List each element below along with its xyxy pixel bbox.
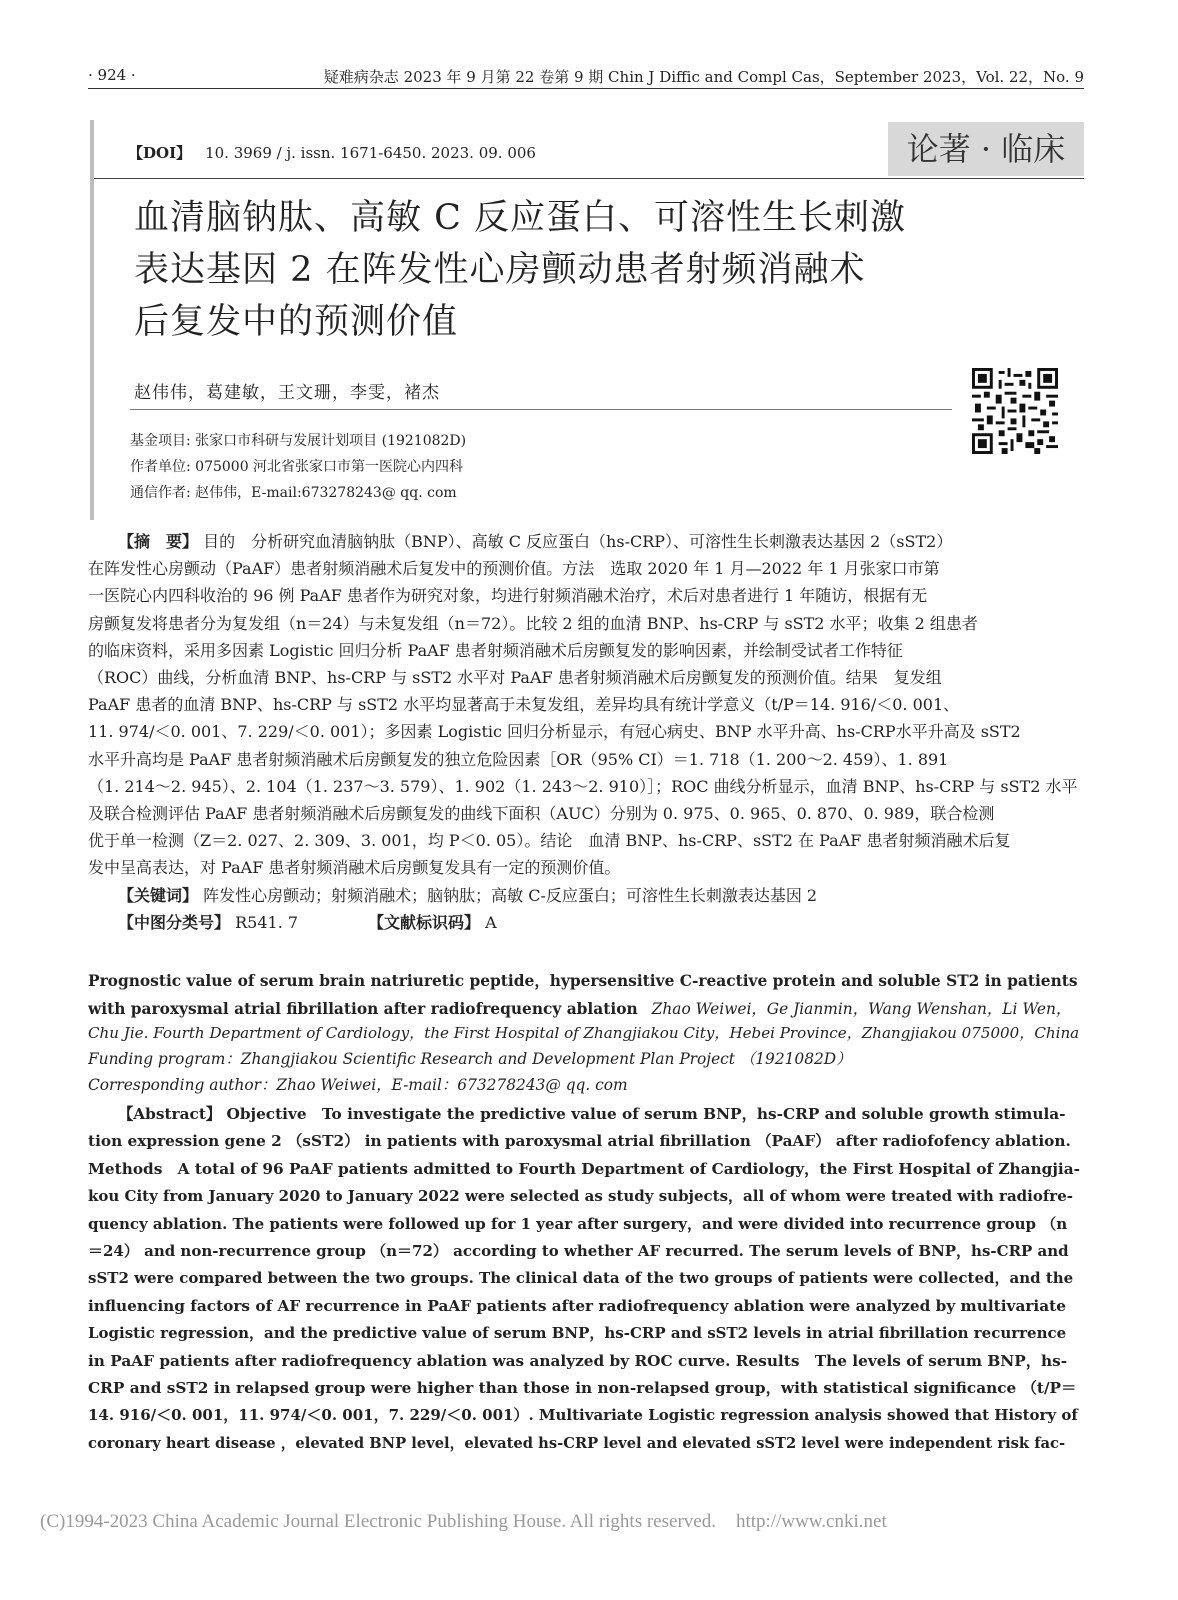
- doi-line: [128, 142, 536, 163]
- abstract-line: 11. 974/＜0. 001、7. 229/＜0. 001）；多因素 Logistic 回归分析显示，有冠心病史、BNP 水平升高、hs-CRP水平升高及 sST2: [88, 722, 1021, 742]
- abstract-line: 一医院心内四科收治的 96 例 PaAF 患者作为研究对象，均进行射频消融术治疗，术后对患者进行 1 年随访，根据有无: [88, 586, 928, 606]
- english-title-line: Prognostic value of serum brain natriuretic peptide，hypersensitive C-reactive protein and soluble ST2 in patients: [88, 972, 1078, 990]
- abstract-line: 及联合检测评估 PaAF 患者射频消融术后房颤复发的曲线下面积（AUC）分别为 0. 975、0. 965、0. 870、0. 989，联合检测: [88, 804, 995, 824]
- abstract-line: 14. 916/＜0. 001，11. 974/＜0. 001，7. 229/＜0. 001）. Multivariate Logistic regression analysis showed that History of: [88, 1406, 1078, 1425]
- title-line: 表达基因 2 在阵发性心房颤动患者射频消融术: [134, 250, 866, 290]
- article-title: [134, 192, 954, 348]
- english-correspondence: Corresponding author：Zhao Weiwei，E-mail：673278243@ qq. com: [88, 1076, 628, 1094]
- abstract-line: （ROC）曲线，分析血清 BNP、hs-CRP 与 sST2 水平对 PaAF 患者射频消融术后房颤复发的预测价值。结果 复发组: [88, 668, 942, 688]
- funding-info: 基金项目: 张家口市科研与发展计划项目 (1921082D): [130, 433, 467, 449]
- authors-rule: [130, 409, 952, 410]
- english-affiliation: Chu Jie. Fourth Department of Cardiology，the First Hospital of Zhangjiakou City，Hebei Province，Zhangjiakou 075000，China: [88, 1024, 1080, 1042]
- clc-value: R541. 7: [235, 912, 299, 932]
- abstract-line: kou City from January 2020 to January 2022 were selected as study subjects，all of whom were treated with radiofre-: [88, 1187, 1073, 1206]
- header-rule: [88, 88, 1084, 89]
- abstract-line: PaAF 患者的血清 BNP、hs-CRP 与 sST2 水平均显著高于未复发组，差异均具有统计学意义（t/P＝14. 916/＜0. 001、: [88, 695, 960, 715]
- abstract-line: 发中呈高表达，对 PaAF 患者射频消融术后房颤复发具有一定的预测价值。: [88, 858, 621, 878]
- affiliation-info: 作者单位: 075000 河北省张家口市第一医院心内四科: [130, 459, 464, 475]
- abstract-line: coronary heart disease ，elevated BNP level，elevated hs-CRP level and elevated sST2 level were independent risk fac-: [88, 1434, 1066, 1452]
- column-tag: 论著 · 临床: [888, 122, 1084, 176]
- footer-copyright: [40, 1511, 887, 1533]
- english-funding: Funding program：Zhangjiakou Scientific Research and Development Plan Project （1921082D）: [88, 1050, 852, 1068]
- abstract-english: [88, 1101, 1084, 1457]
- keywords: 阵发性心房颤动；射频消融术；脑钠肽；高敏 C-反应蛋白；可溶性生长刺激表达基因 2: [203, 885, 818, 905]
- authors: 赵伟伟，葛建敏，王文珊，李雯，褚杰: [134, 383, 440, 403]
- page-number: · 924 ·: [88, 66, 136, 84]
- correspondence-info: 通信作者: 赵伟伟，E-mail:673278243@ qq. com: [130, 485, 457, 501]
- abstract-line: 水平升高均是 PaAF 患者射频消融术后房颤复发的独立危险因素［OR（95% CI）＝1. 718（1. 200～2. 459）、1. 891: [88, 749, 949, 769]
- abstract-line: quency ablation. The patients were followed up for 1 year after surgery，and were divided into recurrence group （n: [88, 1214, 1068, 1233]
- abstract-line: （1. 214～2. 945）、2. 104（1. 237～3. 579）、1. 902（1. 243～2. 910）］；ROC 曲线分析显示，血清 BNP、hs-CRP 与 sST2 水平: [88, 776, 1078, 796]
- abstract-line: ＝24） and non-recurrence group （n＝72） according to whether AF recurred. The serum levels of BNP，hs-CRP and: [88, 1242, 1069, 1261]
- abstract-line: 【Abstract】 Objective To investigate the predictive value of serum BNP，hs-CRP and soluble growth stimula-: [118, 1105, 1066, 1123]
- qr-code-icon: [972, 368, 1058, 454]
- abstract-line: influencing factors of AF recurrence in PaAF patients after radiofrequency ablation were analyzed by multivariate: [88, 1296, 1066, 1315]
- abstract-line: 的临床资料，采用多因素 Logistic 回归分析 PaAF 患者射频消融术后房颤复发的影响因素，并绘制受试者工作特征: [88, 640, 903, 660]
- english-authors: Zhao Weiwei，Ge Jianmin，Wang Wenshan，Li Wen，: [651, 999, 1072, 1018]
- title-rule: [94, 178, 1084, 179]
- doi-label: 【DOI】: [128, 144, 192, 162]
- abstract-line: 【摘 要】 目的 分析研究血清脑钠肽（BNP）、高敏 C 反应蛋白（hs-CRP）、可溶性生长刺激表达基因 2（sST2）: [118, 532, 953, 551]
- abstract-label: 【摘 要】: [118, 532, 199, 551]
- doi-value: 10. 3969 / j. issn. 1671-6450. 2023. 09. 006: [205, 144, 536, 162]
- title-line: 血清脑钠肽、高敏 C 反应蛋白、可溶性生长刺激: [134, 198, 907, 238]
- copyright-text: (C)1994-2023 China Academic Journal Electronic Publishing House. All rights reserved.: [40, 1511, 716, 1532]
- abstract-line: 在阵发性心房颤动（PaAF）患者射频消融术后复发中的预测价值。方法 选取 2020 年 1 月—2022 年 1 月张家口市第: [88, 559, 940, 579]
- clc-label: 【中图分类号】: [118, 912, 231, 932]
- abstract-line: Logistic regression，and the predictive value of serum BNP，hs-CRP and sST2 levels in atrial fibrillation recurrence: [88, 1324, 1067, 1343]
- doc-code-value: A: [485, 912, 497, 932]
- abstract-line: Methods A total of 96 PaAF patients admitted to Fourth Department of Cardiology，the First Hospital of Zhangjia-: [88, 1159, 1080, 1178]
- abstract-line: sST2 were compared between the two groups. The clinical data of the two groups of patients were collected，and the: [88, 1269, 1074, 1288]
- keywords-line: [88, 882, 1084, 909]
- abstract-line: 房颤复发将患者分为复发组（n＝24）与未复发组（n＝72）。比较 2 组的血清 BNP、hs-CRP 与 sST2 水平；收集 2 组患者: [88, 613, 978, 633]
- title-line: 后复发中的预测价值: [134, 302, 459, 342]
- abstract-line: tion expression gene 2 （sST2） in patients with paroxysmal atrial fibrillation （PaAF） after radiofofency ablation.: [88, 1132, 1071, 1151]
- side-bar: [90, 120, 94, 520]
- footer-url[interactable]: http://www.cnki.net: [735, 1511, 887, 1532]
- journal-header: 疑难病杂志 2023 年 9 月第 22 卷第 9 期 Chin J Diffic and Compl Cas，September 2023，Vol. 22，No. 9: [323, 68, 1084, 86]
- abstract-chinese: [88, 528, 1084, 936]
- english-title-line: with paroxysmal atrial fibrillation after radiofrequency ablation Zhao Weiwei，Ge Jianmin，Wang Wenshan，Li Wen，: [88, 999, 1072, 1018]
- english-title: [88, 968, 1084, 1023]
- abstract-line: 优于单一检测（Z＝2. 027、2. 309、3. 001，均 P＜0. 05）。结论 血清 BNP、hs-CRP、sST2 在 PaAF 患者射频消融术后复: [88, 831, 1011, 851]
- abstract-line: in PaAF patients after radiofrequency ablation was analyzed by ROC curve. Results The levels of serum BNP，hs-: [88, 1351, 1068, 1370]
- classification-line: [88, 909, 1084, 936]
- abstract-line: CRP and sST2 in relapsed group were higher than those in non-relapsed group，with statistical significance （t/P＝: [88, 1379, 1077, 1398]
- doc-code-label: 【文献标识码】: [368, 912, 481, 932]
- keywords-label: 【关键词】: [118, 885, 199, 905]
